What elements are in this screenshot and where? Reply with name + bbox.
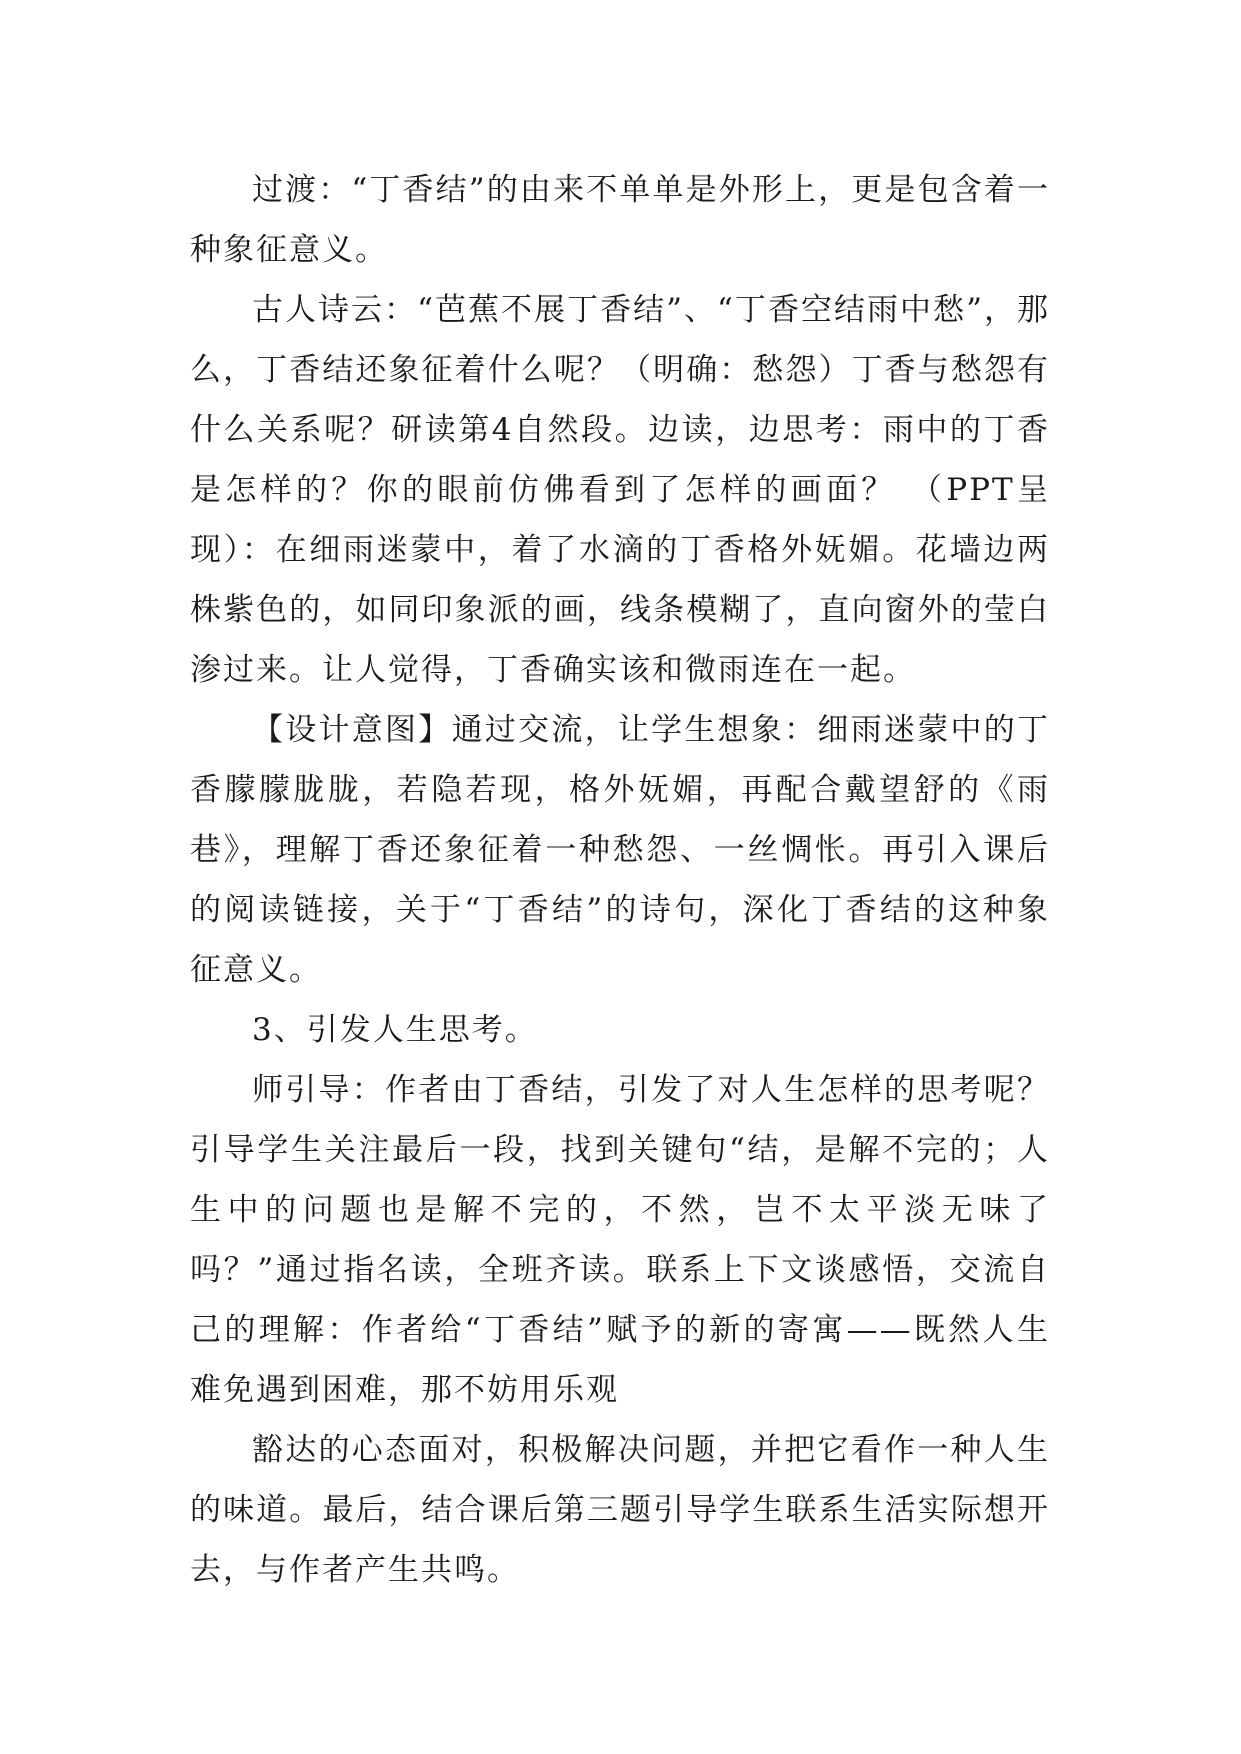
paragraph-ancient-poems: 古人诗云：“芭蕉不展丁香结”、“丁香空结雨中愁”，那么，丁香结还象征着什么呢？（明确：愁怨）丁香与愁怨有什么关系呢？研读第4自然段。边读，边思考：雨中的丁香是怎样的？你的眼前仿佛看到了怎样的画面？ （PPT呈现）：在细雨迷蒙中，着了水滴的丁香格外妩媚。花墙边两株紫色的，如同印象派的画，线条模糊了，直向窗外的莹白渗过来。让人觉得，丁香确实该和微雨连在一起。 bbox=[190, 292, 1050, 688]
section-heading-life-thinking: 3、引发人生思考。 bbox=[252, 1012, 538, 1048]
paragraph-design-intent: 【设计意图】通过交流，让学生想象：细雨迷蒙中的丁香朦朦胧胧，若隐若现，格外妩媚，再配合戴望舒的《雨巷》，理解丁香还象征着一种愁怨、一丝惆怅。再引入课后的阅读链接，关于“丁香结”的诗句，深化丁香结的这种象征意义。 bbox=[190, 712, 1050, 988]
paragraph-transition: 过渡：“丁香结”的由来不单单是外形上，更是包含着一种象征意义。 bbox=[190, 172, 1050, 268]
paragraph-conclusion: 豁达的心态面对，积极解决问题，并把它看作一种人生的味道。最后，结合课后第三题引导学生联系生活实际想开去，与作者产生共鸣。 bbox=[190, 1432, 1050, 1588]
paragraph-teacher-guide: 师引导：作者由丁香结，引发了对人生怎样的思考呢？引导学生关注最后一段，找到关键句“结，是解不完的；人生中的问题也是解不完的，不然，岂不太平淡无味了吗？”通过指名读，全班齐读。联系上下文谈感悟，交流自己的理解：作者给“丁香结”赋予的新的寄寓——既然人生难免遇到困难，那不妨用乐观 bbox=[190, 1072, 1050, 1408]
document-body bbox=[190, 160, 1050, 1600]
